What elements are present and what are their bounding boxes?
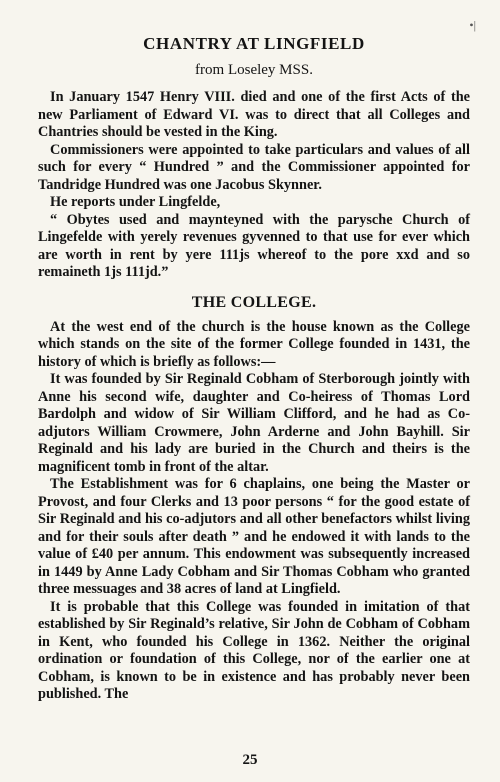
page-number: 25 (242, 752, 258, 768)
paragraph-establishment: The Establishment was for 6 chaplains, one being the Master or Provost, and four Clerks and 13 poor persons “ for the good estate of Sir Reginald and his co-adjutors and all other benefactors whilst living and for their souls after death ” and he endowed it with lands to the value of £40 per annum. This endowment was subsequently increased in 1449 by Anne Lady Cobham and Sir Thomas Cobham who granted three messuages and 38 acres of land at Lingfield. (38, 476, 470, 597)
page-title: CHANTRY AT LINGFIELD (143, 34, 365, 53)
paragraph-reports: He reports under Lingfelde, (50, 194, 221, 210)
paragraph-commissioners: Commissioners were appointed to take particulars and values of all such for every “ Hundred ” and the Commissioner appointed for Tandridge Hundred was one Jacobus Skynner. (38, 141, 470, 193)
page-subtitle: from Loseley MSS. (195, 62, 313, 78)
paragraph-founding: It was founded by Sir Reginald Cobham of Sterborough jointly with Anne his second wife, daughter and Co-heiress of Thomas Lord Bardolph and widow of Sir William Clifford, and he had as Co-adjutors William Crowmere, John Arderne and John Bayhill. Sir Reginald and his lady are buried in the Church and theirs is the magnificent tomb in front of the altar. (38, 371, 470, 475)
paragraph-1547: In January 1547 Henry VIII. died and one of the first Acts of the new Parliament of Edward VI. was to direct that all Colleges and Chantries should be vested in the King. (38, 89, 470, 140)
section-heading: THE COLLEGE. (191, 293, 317, 311)
paragraph-quote: “ Obytes used and maynteyned with the parysche Church of Lingefelde with yerely revenues gyvenned to that use for ever which are worth in rent by yere 111js whereof to the pore xxd and so remaineth 1js 111jd.” (38, 211, 470, 280)
paragraph-imitation: It is probable that this College was founded in imitation of that established by Sir Reginald’s relative, Sir John de Cobham of Cobham in Kent, who founded his College in 1362. Neither the original ordination or foundation of this College, nor of the earlier one at Cobham, is known to be in existence and has probably never been published. The (38, 598, 470, 702)
corner-mark: •| (469, 18, 476, 32)
paragraph-college-intro: At the west end of the church is the house known as the College which stands on the site of the former College founded in 1431, the history of which is briefly as follows:— (38, 318, 470, 370)
